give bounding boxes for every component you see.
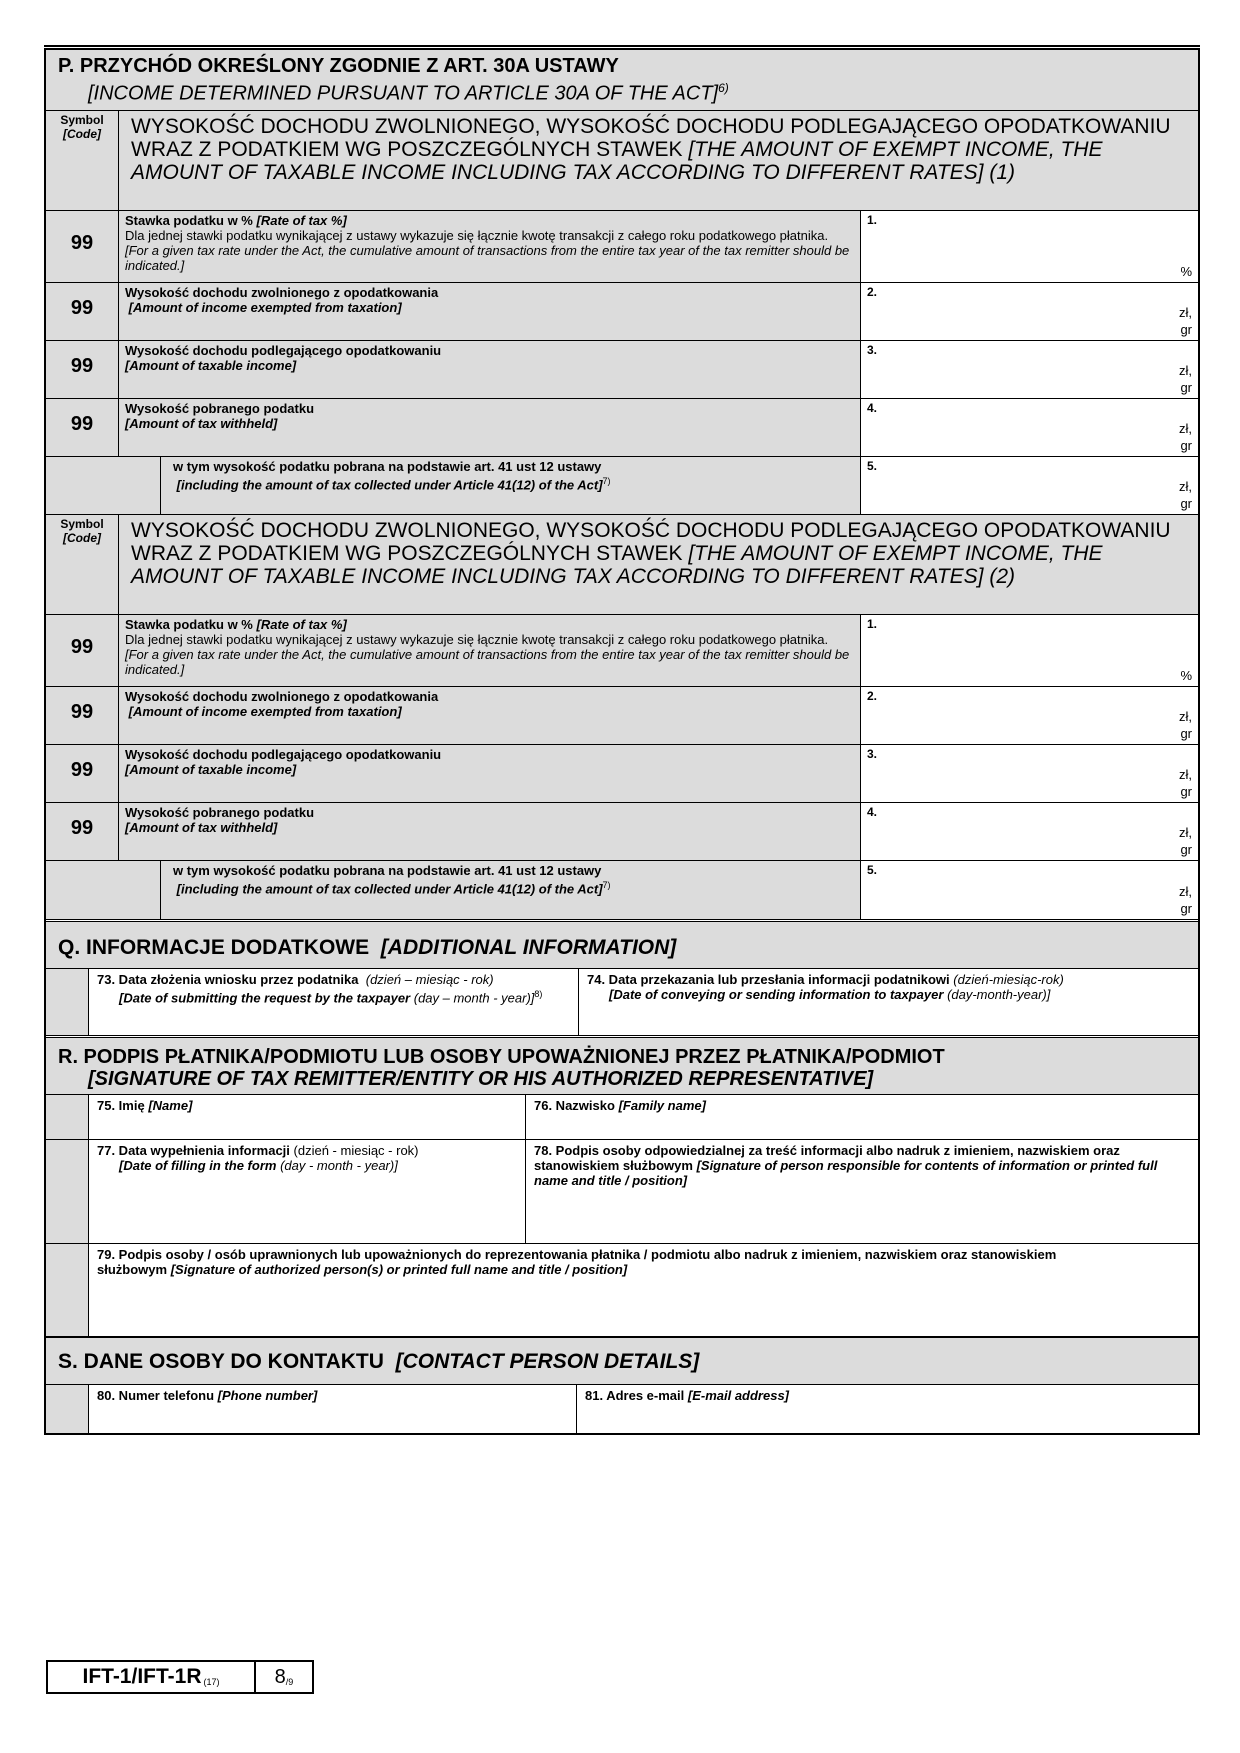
field-75-first-name[interactable]: 75. Imię [Name]	[97, 1097, 193, 1113]
field-74-conveying-date[interactable]: 74. Data przekazania lub przesłania informacji podatnikowi (dzień-miesiąc-rok) [Date of conveying or sending information to taxpayer (day-month-year)]	[578, 969, 1198, 1035]
symbol-header: Symbol [Code]	[60, 516, 104, 545]
taxable-income-row	[46, 341, 1198, 399]
row-symbol: 99	[70, 758, 94, 781]
field-80-phone[interactable]: 80. Numer telefonu [Phone number]	[97, 1387, 318, 1403]
rate-row	[46, 211, 1198, 283]
income-block-title: WYSOKOŚĆ DOCHODU ZWOLNIONEGO, WYSOKOŚĆ DOCHODU PODLEGAJĄCEGO OPODATKOWANIU WRAZ Z PODATKIEM WG POSZCZEGÓLNYCH STAWEK [THE AMOUNT OF EXEMPT INCOME, THE AMOUNT OF TAXABLE INCOME INCLUDING TAX ACCORDING TO DIFFERENT RATES] (1)	[118, 111, 1198, 210]
section-r-row1	[46, 1095, 1198, 1140]
art41-input[interactable]: 5. zł, gr	[860, 457, 1198, 514]
gutter	[46, 1385, 88, 1433]
unit-label: zł, gr	[1179, 478, 1192, 511]
indent-spacer	[46, 861, 160, 919]
section-s-title	[46, 1336, 1198, 1385]
section-r-authorized-signature	[88, 1244, 1198, 1336]
field-77-fill-date[interactable]: 77. Data wypełnienia informacji (dzień - miesiąc - rok) [Date of filling in the form (day - month - year)]	[97, 1142, 419, 1173]
unit-label: zł, gr	[1179, 708, 1192, 741]
taxable-income-label: Wysokość dochodu podlegającego opodatkowaniu [Amount of taxable income]	[118, 341, 860, 398]
gutter	[46, 1244, 88, 1336]
indent-spacer	[46, 457, 160, 514]
form-top-rule	[44, 45, 1200, 47]
section-p-body	[46, 111, 1198, 919]
row-symbol: 99	[70, 354, 94, 377]
tax-withheld-row	[46, 803, 1198, 861]
section-p-title-en: [INCOME DETERMINED PURSUANT TO ARTICLE 30A OF THE ACT]$^{6)}$	[88, 81, 729, 105]
art41-label: w tym wysokość podatku pobrana na podstawie art. 41 ust 12 ustawy [including the amount of tax collected under Article 41(12) of the Act]$^{7)}$	[160, 457, 860, 514]
section-r-title-en: [SIGNATURE OF TAX REMITTER/ENTITY OR HIS AUTHORIZED REPRESENTATIVE]	[88, 1067, 874, 1090]
unit-label: zł, gr	[1179, 420, 1192, 453]
section-q-title-pl: Q. INFORMACJE DODATKOWE	[58, 935, 370, 959]
unit-label: zł, gr	[1179, 304, 1192, 337]
exempt-income-input[interactable]: 2. zł, gr	[860, 283, 1198, 340]
section-q-fields	[88, 969, 1198, 1035]
rate-row	[46, 615, 1198, 687]
field-81-email[interactable]: 81. Adres e-mail [E-mail address]	[576, 1385, 1198, 1433]
taxable-income-input[interactable]: 3. zł, gr	[860, 341, 1198, 398]
taxable-income-input[interactable]: 3. zł, gr	[860, 745, 1198, 802]
rate-input[interactable]: 1. %	[860, 615, 1198, 686]
exempt-income-label: Wysokość dochodu zwolnionego z opodatkowania [Amount of income exempted from taxation]	[118, 283, 860, 340]
unit-label: zł, gr	[1179, 362, 1192, 395]
section-s-title-pl: S. DANE OSOBY DO KONTAKTU	[58, 1349, 384, 1373]
field-79-authorized-signature[interactable]: 79. Podpis osoby / osób uprawnionych lub upoważnionych do reprezentowania płatnika / podmiotu albo nadruk z imieniem, nazwiskiem oraz stanowiskiem służbowym [Signature of authorized person(s) or printed full name and title / position]	[97, 1246, 1057, 1277]
exempt-income-row	[46, 283, 1198, 341]
section-q-title	[46, 922, 1198, 969]
income-block-heading	[46, 111, 1198, 211]
section-r-name-fields	[88, 1095, 1198, 1139]
unit-label: %	[1180, 263, 1192, 279]
form-footer	[46, 1660, 314, 1694]
unit-label: zł, gr	[1179, 766, 1192, 799]
symbol-header: Symbol [Code]	[60, 112, 104, 141]
section-s-title-en: [CONTACT PERSON DETAILS]	[395, 1349, 700, 1373]
section-s-fields	[88, 1385, 1198, 1433]
rate-label: Stawka podatku w % [Rate of tax %] Dla jednej stawki podatku wynikającej z ustawy wykazuje się łącznie kwotę transakcji z całego roku podatkowego płatnika. [For a given tax rate under the Act, the cumulative amount of transactions from the entire tax year of the tax remitter should be indicated.]	[118, 211, 860, 282]
income-block	[46, 111, 1198, 515]
form-code: IFT-1/IFT-1R (17)	[82, 1665, 220, 1688]
exempt-income-input[interactable]: 2. zł, gr	[860, 687, 1198, 744]
rate-label: Stawka podatku w % [Rate of tax %] Dla jednej stawki podatku wynikającej z ustawy wykazuje się łącznie kwotę transakcji z całego roku podatkowego płatnika. [For a given tax rate under the Act, the cumulative amount of transactions from the entire tax year of the tax remitter should be indicated.]	[118, 615, 860, 686]
section-r-title	[46, 1038, 1198, 1095]
tax-withheld-row	[46, 399, 1198, 457]
row-symbol: 99	[70, 412, 94, 435]
section-r-date-signature	[88, 1140, 1198, 1243]
tax-withheld-label: Wysokość pobranego podatku [Amount of tax withheld]	[118, 803, 860, 860]
row-symbol: 99	[70, 296, 94, 319]
tax-withheld-label: Wysokość pobranego podatku [Amount of tax withheld]	[118, 399, 860, 456]
income-block-heading	[46, 515, 1198, 615]
section-p-title-pl: P. PRZYCHÓD OKREŚLONY ZGODNIE Z ART. 30A USTAWY	[58, 55, 619, 77]
section-q-title-en: [ADDITIONAL INFORMATION]	[380, 935, 677, 959]
tax-withheld-input[interactable]: 4. zł, gr	[860, 803, 1198, 860]
art41-label: w tym wysokość podatku pobrana na podstawie art. 41 ust 12 ustawy [including the amount of tax collected under Article 41(12) of the Act]$^{7)}$	[160, 861, 860, 919]
art41-input[interactable]: 5. zł, gr	[860, 861, 1198, 919]
taxable-income-row	[46, 745, 1198, 803]
field-78-responsible-signature[interactable]: 78. Podpis osoby odpowiedzialnej za treść informacji albo nadruk z imieniem, nazwiskiem oraz stanowiskiem służbowym [Signature of person responsible for contents of information or printed full name and title / position]	[525, 1140, 1198, 1243]
section-s-body	[46, 1385, 1198, 1433]
exempt-income-row	[46, 687, 1198, 745]
tax-form	[44, 48, 1200, 1435]
section-r-title-pl: R. PODPIS PŁATNIKA/PODMIOTU LUB OSOBY UPOWAŻNIONEJ PRZEZ PŁATNIKA/PODMIOT	[58, 1045, 945, 1068]
art41-row	[46, 457, 1198, 515]
field-73-submission-date[interactable]: 73. Data złożenia wniosku przez podatnika (dzień – miesiąc - rok) [Date of submitting the request by the taxpayer (day – month - year)]$^{8)}$	[97, 971, 543, 1005]
row-symbol: 99	[70, 700, 94, 723]
gutter	[46, 1140, 88, 1243]
unit-label: zł, gr	[1179, 883, 1192, 916]
tax-withheld-input[interactable]: 4. zł, gr	[860, 399, 1198, 456]
gutter	[46, 1095, 88, 1139]
taxable-income-label: Wysokość dochodu podlegającego opodatkowaniu [Amount of taxable income]	[118, 745, 860, 802]
unit-label: %	[1180, 667, 1192, 683]
row-symbol: 99	[70, 635, 94, 658]
field-76-family-name[interactable]: 76. Nazwisko [Family name]	[525, 1095, 1198, 1139]
section-r-row2	[46, 1140, 1198, 1244]
rate-input[interactable]: 1. %	[860, 211, 1198, 282]
income-block-title: WYSOKOŚĆ DOCHODU ZWOLNIONEGO, WYSOKOŚĆ DOCHODU PODLEGAJĄCEGO OPODATKOWANIU WRAZ Z PODATKIEM WG POSZCZEGÓLNYCH STAWEK [THE AMOUNT OF EXEMPT INCOME, THE AMOUNT OF TAXABLE INCOME INCLUDING TAX ACCORDING TO DIFFERENT RATES] (2)	[118, 515, 1198, 614]
income-block	[46, 515, 1198, 919]
section-r-row3	[46, 1244, 1198, 1336]
unit-label: zł, gr	[1179, 824, 1192, 857]
section-q-body	[46, 969, 1198, 1035]
page-number: 8 /9	[254, 1662, 312, 1692]
art41-row	[46, 861, 1198, 919]
row-symbol: 99	[70, 816, 94, 839]
section-p-title	[46, 50, 1198, 111]
exempt-income-label: Wysokość dochodu zwolnionego z opodatkowania [Amount of income exempted from taxation]	[118, 687, 860, 744]
gutter	[46, 969, 88, 1035]
row-symbol: 99	[70, 231, 94, 254]
